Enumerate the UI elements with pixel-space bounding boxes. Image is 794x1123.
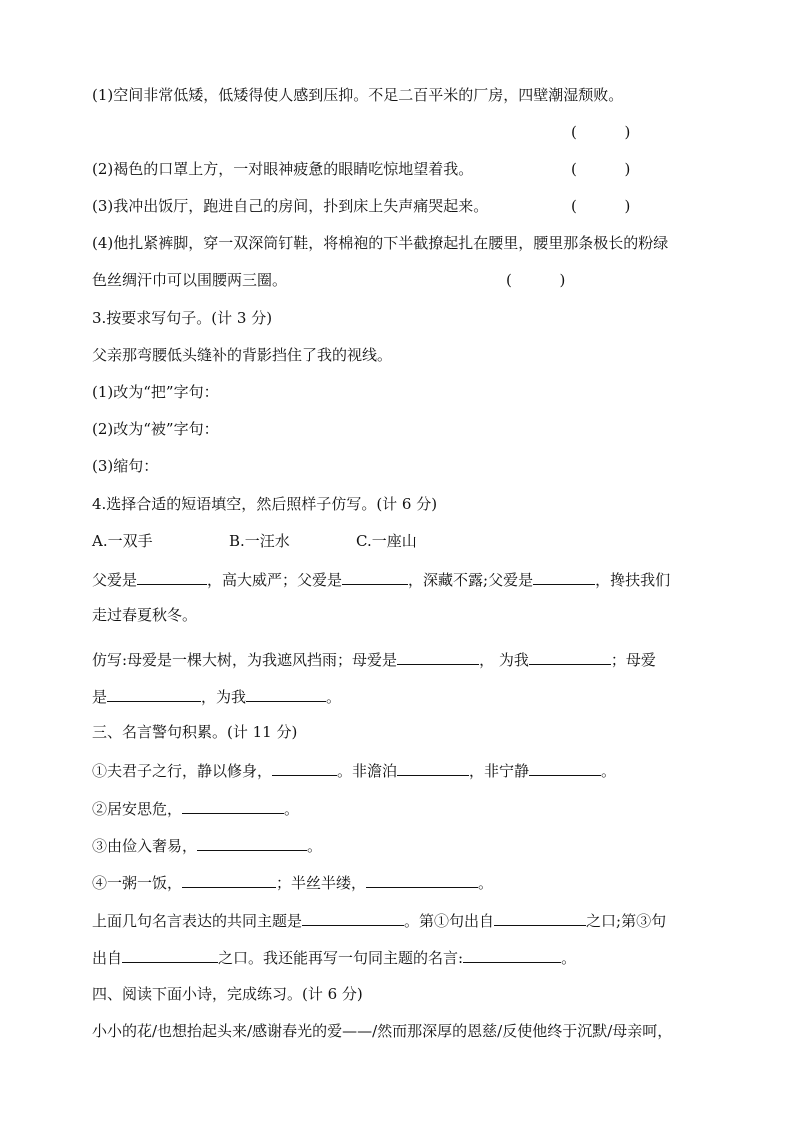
q4-imitate-text: 。 [326, 688, 342, 706]
sec3-text: ①夫君子之行，静以修身， [92, 762, 273, 780]
sec3-blank-1[interactable] [272, 759, 337, 776]
q4-imitate-blank-1[interactable] [397, 648, 479, 665]
q4-fill-blank-1[interactable] [137, 568, 207, 585]
sec3-theme-line-2 [92, 946, 714, 968]
sec3-text: 。非澹泊 [337, 762, 398, 780]
q4-fill-text: ，高大威严；父爱是 [207, 571, 343, 589]
sec3-blank-5[interactable] [197, 834, 307, 851]
sec3-blank-6[interactable] [182, 871, 276, 888]
sec3-quote-1 [92, 759, 714, 781]
sec3-quote-4 [92, 871, 714, 893]
sec3-theme-line-1 [92, 909, 714, 931]
q4-options [92, 531, 714, 551]
q4-imitate-line-2 [92, 685, 714, 707]
q3-title: 3.按要求写句子。(计 3 分) [92, 309, 273, 327]
q2-item-4-text: (4)他扎紧裤脚，穿一双深筒钉鞋，将棉袍的下半截撩起扎在腰里，腰里那条极长的粉绿 [92, 234, 669, 252]
sec3-blank-8[interactable] [302, 909, 404, 926]
q4-fill-blank-3[interactable] [533, 568, 595, 585]
q4-imitate-blank-4[interactable] [246, 685, 326, 702]
sec3-text: ③由俭入奢易， [92, 837, 198, 855]
q3-item-3: (3)缩句： [92, 457, 159, 475]
q4-title: 4.选择合适的短语填空，然后照样子仿写。(计 6 分) [92, 495, 438, 513]
q4-imitate-text: ；母爱 [610, 651, 656, 669]
sec3-text: 之口;第③句 [586, 912, 667, 930]
sec3-text: ；半丝半缕， [276, 874, 367, 892]
q4-fill-text: 父爱是 [92, 571, 138, 589]
q4-imitate-line-1 [92, 648, 714, 670]
q2-item-2-answer[interactable]: ( ) [571, 160, 631, 178]
q2-item-3-text: (3)我冲出饭厅，跑进自己的房间，扑到床上失声痛哭起来。 [92, 197, 489, 215]
sec4-poem: 小小的花/也想抬起头来/感谢春光的爱——/然而那深厚的恩慈/反使他终于沉默/母亲呵， [92, 1022, 673, 1040]
q4-fill-text: ，搀扶我们 [595, 571, 671, 589]
sec3-quote-2 [92, 797, 714, 819]
sec3-blank-2[interactable] [397, 759, 469, 776]
q3-item-1: (1)改为“把”字句： [92, 383, 219, 401]
q4-fill-line-1 [92, 568, 714, 590]
sec3-quote-3 [92, 834, 714, 856]
sec3-text: ，非宁静 [469, 762, 530, 780]
sec3-text: 。 [478, 874, 494, 892]
sec3-text: 。第①句出自 [404, 912, 495, 930]
q2-item-2-text: (2)褐色的口罩上方，一对眼神疲惫的眼睛吃惊地望着我。 [92, 160, 474, 178]
sec3-text: ④一粥一饭， [92, 874, 183, 892]
q2-item-4-text-cont: 色丝绸汗巾可以围腰两三圈。 [92, 271, 288, 289]
q4-fill-text: ，深藏不露;父爱是 [408, 571, 534, 589]
sec3-text: 。 [561, 949, 577, 967]
sec3-text: 。 [307, 837, 323, 855]
sec3-blank-3[interactable] [529, 759, 601, 776]
q4-imitate-text: 是 [92, 688, 108, 706]
sec3-text: 。 [601, 762, 617, 780]
q4-option-b: B.一汪水 [229, 532, 290, 550]
q4-imitate-blank-2[interactable] [529, 648, 611, 665]
q4-option-c: C.一座山 [356, 532, 417, 550]
sec3-blank-10[interactable] [122, 946, 218, 963]
q4-imitate-text: ，为我 [201, 688, 247, 706]
sec3-text: 之口。我还能再写一句同主题的名言: [218, 949, 464, 967]
q3-sentence: 父亲那弯腰低头缝补的背影挡住了我的视线。 [92, 346, 393, 364]
sec3-blank-11[interactable] [463, 946, 561, 963]
q4-fill-line-2: 走过春夏秋冬。 [92, 606, 198, 624]
q3-item-2: (2)改为“被”字句： [92, 420, 219, 438]
sec3-text: 。 [284, 800, 300, 818]
sec3-blank-9[interactable] [494, 909, 586, 926]
q4-imitate-text: ， 为我 [479, 651, 529, 669]
q2-item-1-text: (1)空间非常低矮，低矮得使人感到压抑。不足二百平米的厂房，四壁潮湿颓败。 [92, 86, 624, 104]
sec3-blank-4[interactable] [182, 797, 284, 814]
sec3-text: 上面几句名言表达的共同主题是 [92, 912, 303, 930]
sec3-text: 出自 [92, 949, 123, 967]
q4-fill-blank-2[interactable] [342, 568, 408, 585]
q4-imitate-text: 仿写:母爱是一棵大树，为我遮风挡雨；母爱是 [92, 651, 398, 669]
q2-item-1-answer[interactable]: ( ) [571, 123, 631, 141]
q4-option-a: A.一双手 [92, 532, 153, 550]
sec3-blank-7[interactable] [366, 871, 478, 888]
q2-item-4-answer[interactable]: ( ) [506, 271, 566, 289]
q4-imitate-blank-3[interactable] [107, 685, 201, 702]
sec4-title: 四、阅读下面小诗，完成练习。(计 6 分) [92, 985, 363, 1003]
sec3-text: ②居安思危， [92, 800, 183, 818]
sec3-title: 三、名言警句积累。(计 11 分) [92, 723, 298, 741]
q2-item-3-answer[interactable]: ( ) [571, 197, 631, 215]
